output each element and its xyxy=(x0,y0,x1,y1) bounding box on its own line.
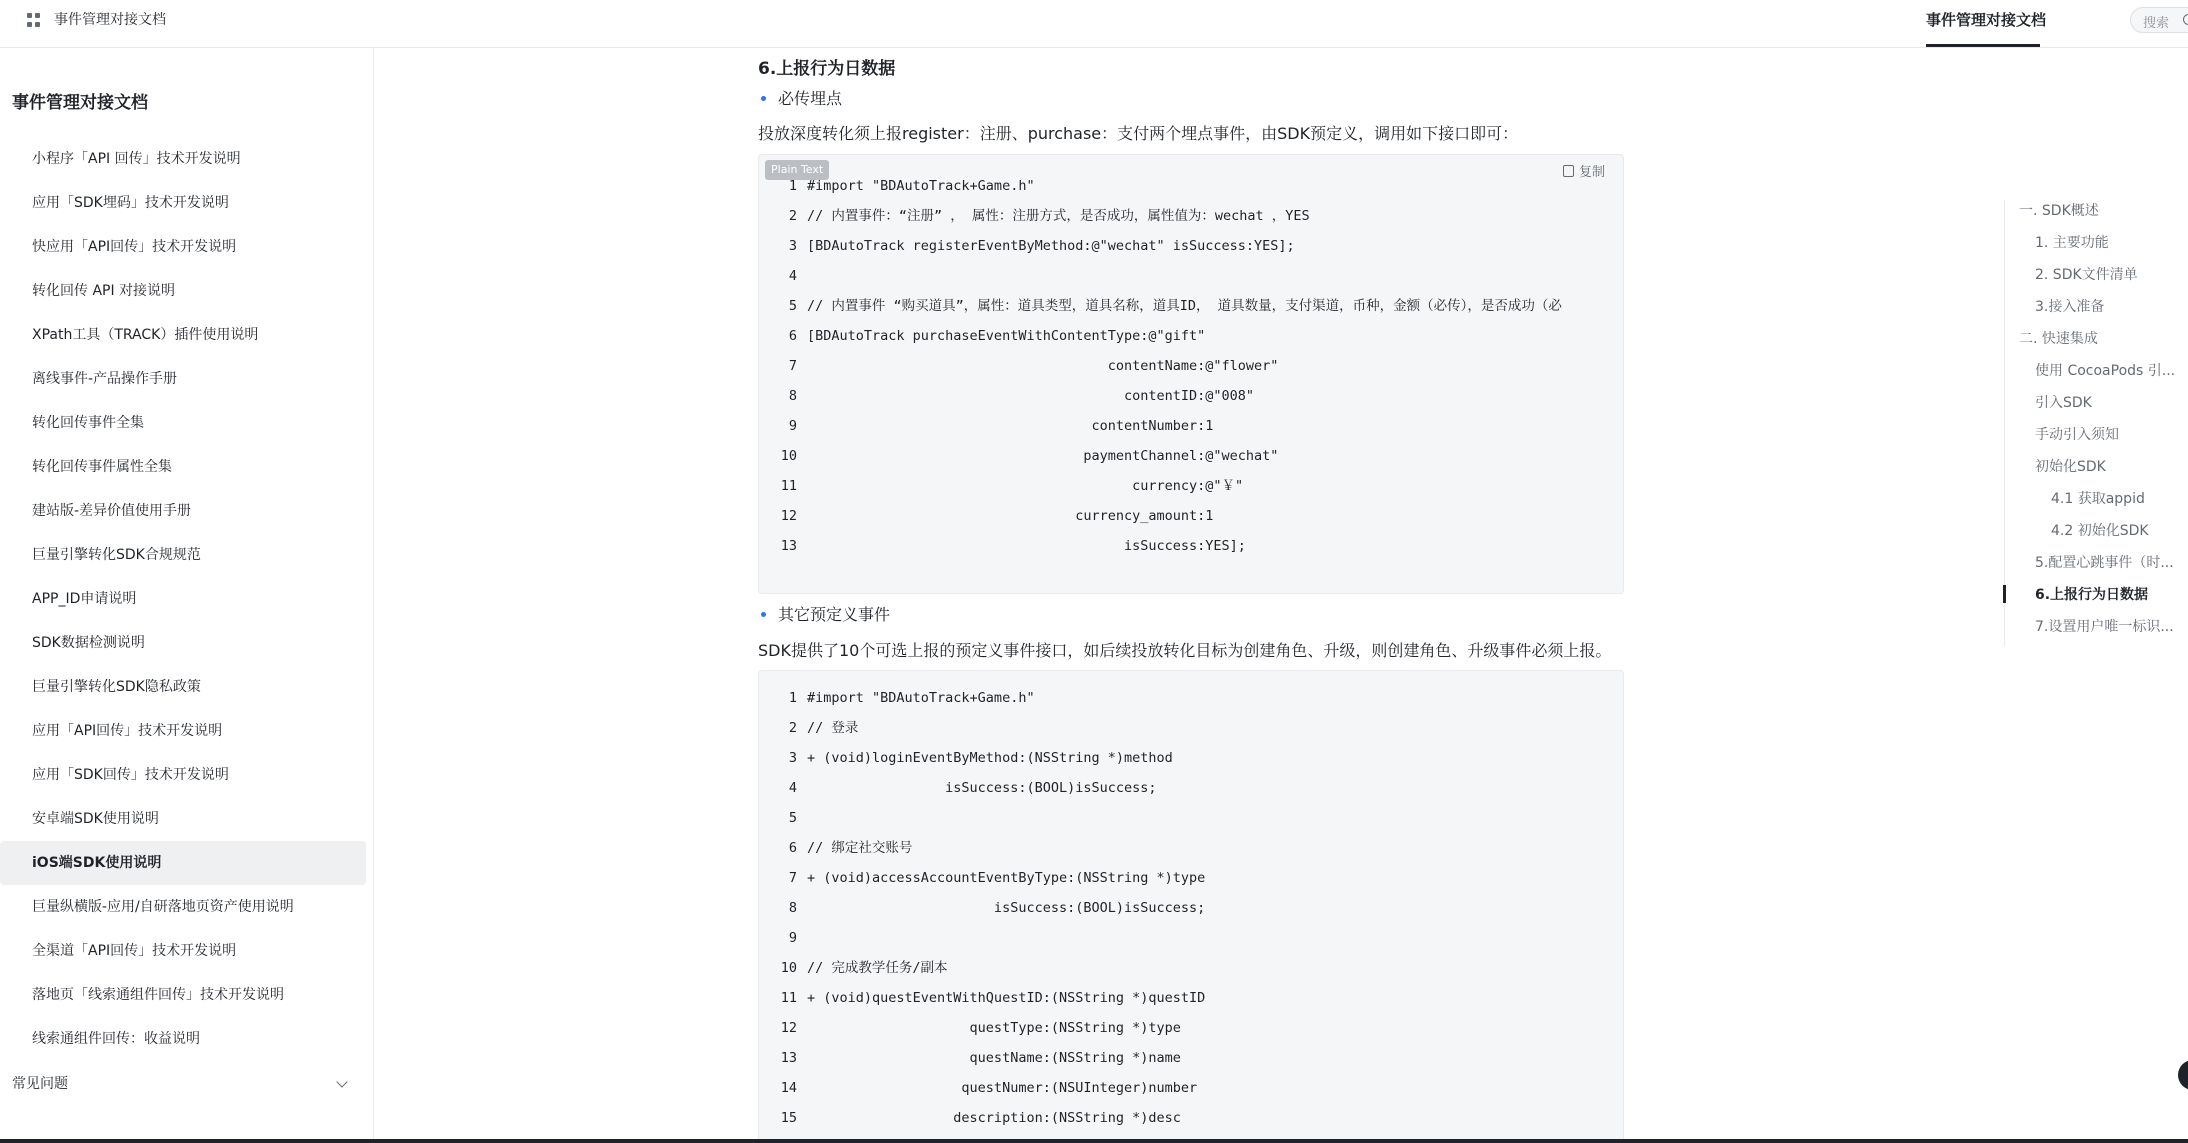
toc-item[interactable]: 3.接入准备 xyxy=(2035,299,2105,315)
code-line xyxy=(759,713,1624,743)
search-input[interactable] xyxy=(2130,7,2188,33)
sidebar-item[interactable]: SDK数据检测说明 xyxy=(32,635,145,651)
line-number: 2 xyxy=(788,208,797,224)
top-nav-active-tab[interactable]: 事件管理对接文档 xyxy=(1926,11,2047,29)
bullet-label: 必传埋点 xyxy=(778,89,843,108)
code-line xyxy=(759,411,1624,441)
sidebar-item[interactable]: 安卓端SDK使用说明 xyxy=(32,811,159,827)
code-text: // 登录 xyxy=(807,720,859,736)
toc-item[interactable]: 4.1 获取appid xyxy=(2051,491,2145,507)
code-text: #import "BDAutoTrack+Game.h" xyxy=(807,690,1035,706)
line-number: 1 xyxy=(788,178,797,194)
toc-item[interactable]: 一. SDK概述 xyxy=(2019,203,2099,219)
line-number: 12 xyxy=(780,508,797,524)
floating-help-button[interactable] xyxy=(2178,1060,2188,1090)
sidebar-item[interactable]: 巨量引擎转化SDK隐私政策 xyxy=(32,679,201,695)
line-number: 11 xyxy=(780,478,797,494)
line-number: 10 xyxy=(780,960,797,976)
line-number: 6 xyxy=(788,840,797,856)
bullet-label: 其它预定义事件 xyxy=(778,605,891,624)
code-text: questType:(NSString *)type xyxy=(807,1020,1181,1036)
code-text: [BDAutoTrack registerEventByMethod:@"wechat" isSuccess:YES]; xyxy=(807,238,1295,254)
code-text: // 内置事件 “购买道具”，属性：道具类型，道具名称，道具ID， 道具数量，支付渠道，币种，金额（必传），是否成功（必 xyxy=(807,298,1562,314)
paragraph-required-events: 投放深度转化须上报register：注册、purchase：支付两个埋点事件，由SDK预定义，调用如下接口即可： xyxy=(758,124,1519,143)
sidebar-item[interactable]: 快应用「API回传」技术开发说明 xyxy=(32,239,237,255)
code-text: paymentChannel:@"wechat" xyxy=(807,448,1279,464)
paragraph-other-events: SDK提供了10个可选上报的预定义事件接口，如后续投放转化目标为创建角色、升级，则创建角色、升级事件必须上报。 xyxy=(758,641,1612,660)
sidebar-doc-title[interactable]: 事件管理对接文档 xyxy=(12,93,148,113)
line-number: 13 xyxy=(780,1050,797,1066)
sidebar-item[interactable]: 应用「SDK回传」技术开发说明 xyxy=(32,767,229,783)
sidebar-item[interactable]: 巨量纵横版-应用/自研落地页资产使用说明 xyxy=(32,899,294,915)
code-line xyxy=(759,773,1624,803)
top-bar xyxy=(0,0,2188,48)
code-line xyxy=(759,923,1624,953)
code-text: contentName:@"flower" xyxy=(807,358,1279,374)
sidebar-item[interactable]: 转化回传 API 对接说明 xyxy=(32,283,176,299)
line-number: 7 xyxy=(788,870,797,886)
line-number: 14 xyxy=(780,1080,797,1096)
toc-item[interactable]: 2. SDK文件清单 xyxy=(2035,267,2138,283)
bottom-edge xyxy=(0,1139,2188,1143)
line-number: 7 xyxy=(788,358,797,374)
sidebar-item-faq[interactable] xyxy=(0,1062,366,1106)
code-text: questName:(NSString *)name xyxy=(807,1050,1181,1066)
code-line xyxy=(759,231,1624,261)
section-heading: 6.上报行为日数据 xyxy=(758,59,896,79)
bullet-required-events xyxy=(758,86,842,109)
line-number: 9 xyxy=(788,418,797,434)
toc-item[interactable]: 二. 快速集成 xyxy=(2019,331,2098,347)
code-text: #import "BDAutoTrack+Game.h" xyxy=(807,178,1035,194)
code-text: // 内置事件：“注册” ， 属性：注册方式，是否成功，属性值为：wechat ，YES xyxy=(807,208,1310,224)
code-line xyxy=(759,893,1624,923)
line-number: 15 xyxy=(780,1110,797,1126)
bullet-other-events xyxy=(758,602,890,625)
sidebar-item[interactable]: 离线事件-产品操作手册 xyxy=(32,371,178,387)
code-line xyxy=(759,743,1624,773)
code-lines xyxy=(759,171,1624,561)
code-line xyxy=(759,953,1624,983)
sidebar-item[interactable]: XPath工具（TRACK）插件使用说明 xyxy=(32,327,259,343)
line-number: 4 xyxy=(788,268,797,284)
code-text: [BDAutoTrack purchaseEventWithContentType:@"gift" xyxy=(807,328,1206,344)
bullet-dot xyxy=(761,96,766,101)
code-line xyxy=(759,171,1624,201)
toc-item[interactable]: 7.设置用户唯一标识... xyxy=(2035,619,2174,635)
sidebar-item[interactable]: 全渠道「API回传」技术开发说明 xyxy=(32,943,237,959)
sidebar-item[interactable]: 小程序「API 回传」技术开发说明 xyxy=(32,151,241,167)
sidebar-item[interactable]: 应用「SDK埋码」技术开发说明 xyxy=(32,195,229,211)
sidebar-item[interactable]: 应用「API回传」技术开发说明 xyxy=(32,723,223,739)
sidebar-item[interactable]: 线索通组件回传：收益说明 xyxy=(32,1031,200,1047)
search-icon[interactable] xyxy=(2183,14,2188,25)
toc-item[interactable]: 1. 主要功能 xyxy=(2035,235,2109,251)
line-number: 9 xyxy=(788,930,797,946)
sidebar-item[interactable]: 建站版-差异价值使用手册 xyxy=(32,503,192,519)
code-text: description:(NSString *)desc xyxy=(807,1110,1181,1126)
sidebar-item[interactable]: iOS端SDK使用说明 xyxy=(0,841,366,885)
code-line xyxy=(759,261,1624,291)
code-line xyxy=(759,501,1624,531)
toc-item[interactable]: 引入SDK xyxy=(2035,395,2092,411)
toc-item[interactable]: 手动引入须知 xyxy=(2035,427,2119,443)
toc-item[interactable]: 使用 CocoaPods 引... xyxy=(2035,363,2176,379)
line-number: 5 xyxy=(788,298,797,314)
line-number: 5 xyxy=(788,810,797,826)
code-line xyxy=(759,351,1624,381)
toc-item[interactable]: 6.上报行为日数据 xyxy=(2035,587,2149,603)
code-line xyxy=(759,531,1624,561)
toc-item[interactable]: 初始化SDK xyxy=(2035,459,2106,475)
line-number: 3 xyxy=(788,238,797,254)
code-line xyxy=(759,291,1624,321)
code-text: contentID:@"008" xyxy=(807,388,1255,404)
code-lines xyxy=(759,683,1624,1133)
sidebar-faq-label: 常见问题 xyxy=(12,1076,68,1092)
line-number: 8 xyxy=(788,388,797,404)
line-number: 6 xyxy=(788,328,797,344)
toc-item[interactable]: 4.2 初始化SDK xyxy=(2051,523,2149,539)
copy-label: 复制 xyxy=(1578,165,1605,180)
code-text: + (void)questEventWithQuestID:(NSString *)questID xyxy=(807,990,1206,1006)
table-of-contents xyxy=(2004,200,2188,646)
line-number: 13 xyxy=(780,538,797,554)
code-line xyxy=(759,321,1624,351)
chevron-down-icon[interactable] xyxy=(336,1076,347,1087)
code-line xyxy=(759,863,1624,893)
code-text: + (void)loginEventByMethod:(NSString *)method xyxy=(807,750,1173,766)
code-line xyxy=(759,983,1624,1013)
line-number: 8 xyxy=(788,900,797,916)
code-line xyxy=(759,683,1624,713)
active-tab-underline xyxy=(1926,44,2040,47)
code-text: questNumer:(NSUInteger)number xyxy=(807,1080,1198,1096)
sidebar xyxy=(0,48,374,1143)
code-text: currency_amount:1 xyxy=(807,508,1214,524)
code-block-other xyxy=(758,670,1624,1143)
code-line xyxy=(759,1013,1624,1043)
code-line xyxy=(759,471,1624,501)
app-grid-icon[interactable] xyxy=(27,13,41,27)
code-line xyxy=(759,833,1624,863)
toc-active-marker xyxy=(2003,585,2006,603)
code-line xyxy=(759,1043,1624,1073)
bullet-dot xyxy=(761,612,766,617)
sidebar-item[interactable]: 落地页「线索通组件回传」技术开发说明 xyxy=(32,987,284,1003)
code-line xyxy=(759,441,1624,471)
code-text: // 完成教学任务/副本 xyxy=(807,960,948,976)
code-text: isSuccess:YES]; xyxy=(807,538,1246,554)
sidebar-item[interactable]: 转化回传事件全集 xyxy=(32,415,144,431)
app-title[interactable]: 事件管理对接文档 xyxy=(54,12,166,28)
code-line xyxy=(759,1073,1624,1103)
sidebar-item[interactable]: 巨量引擎转化SDK合规规范 xyxy=(32,547,201,563)
line-number: 3 xyxy=(788,750,797,766)
code-line xyxy=(759,201,1624,231)
line-number: 4 xyxy=(788,780,797,796)
line-number: 11 xyxy=(780,990,797,1006)
code-line xyxy=(759,1103,1624,1133)
code-text: contentNumber:1 xyxy=(807,418,1214,434)
code-text: isSuccess:(BOOL)isSuccess; xyxy=(807,900,1206,916)
line-number: 12 xyxy=(780,1020,797,1036)
search-placeholder: 搜索 xyxy=(2143,16,2170,31)
code-block-required xyxy=(758,154,1624,594)
toc-item[interactable]: 5.配置心跳事件（时... xyxy=(2035,555,2174,571)
sidebar-nav-list xyxy=(0,137,366,1061)
code-line xyxy=(759,803,1624,833)
code-text: isSuccess:(BOOL)isSuccess; xyxy=(807,780,1157,796)
sidebar-item[interactable]: 转化回传事件属性全集 xyxy=(32,459,172,475)
code-text: // 绑定社交账号 xyxy=(807,840,913,856)
code-language-badge[interactable]: Plain Text xyxy=(765,160,829,180)
sidebar-item[interactable]: APP_ID申请说明 xyxy=(32,591,137,607)
code-text: + (void)accessAccountEventByType:(NSString *)type xyxy=(807,870,1206,886)
line-number: 2 xyxy=(788,720,797,736)
code-line xyxy=(759,381,1624,411)
code-text: currency:@"￥" xyxy=(807,478,1244,494)
line-number: 1 xyxy=(788,690,797,706)
line-number: 10 xyxy=(780,448,797,464)
